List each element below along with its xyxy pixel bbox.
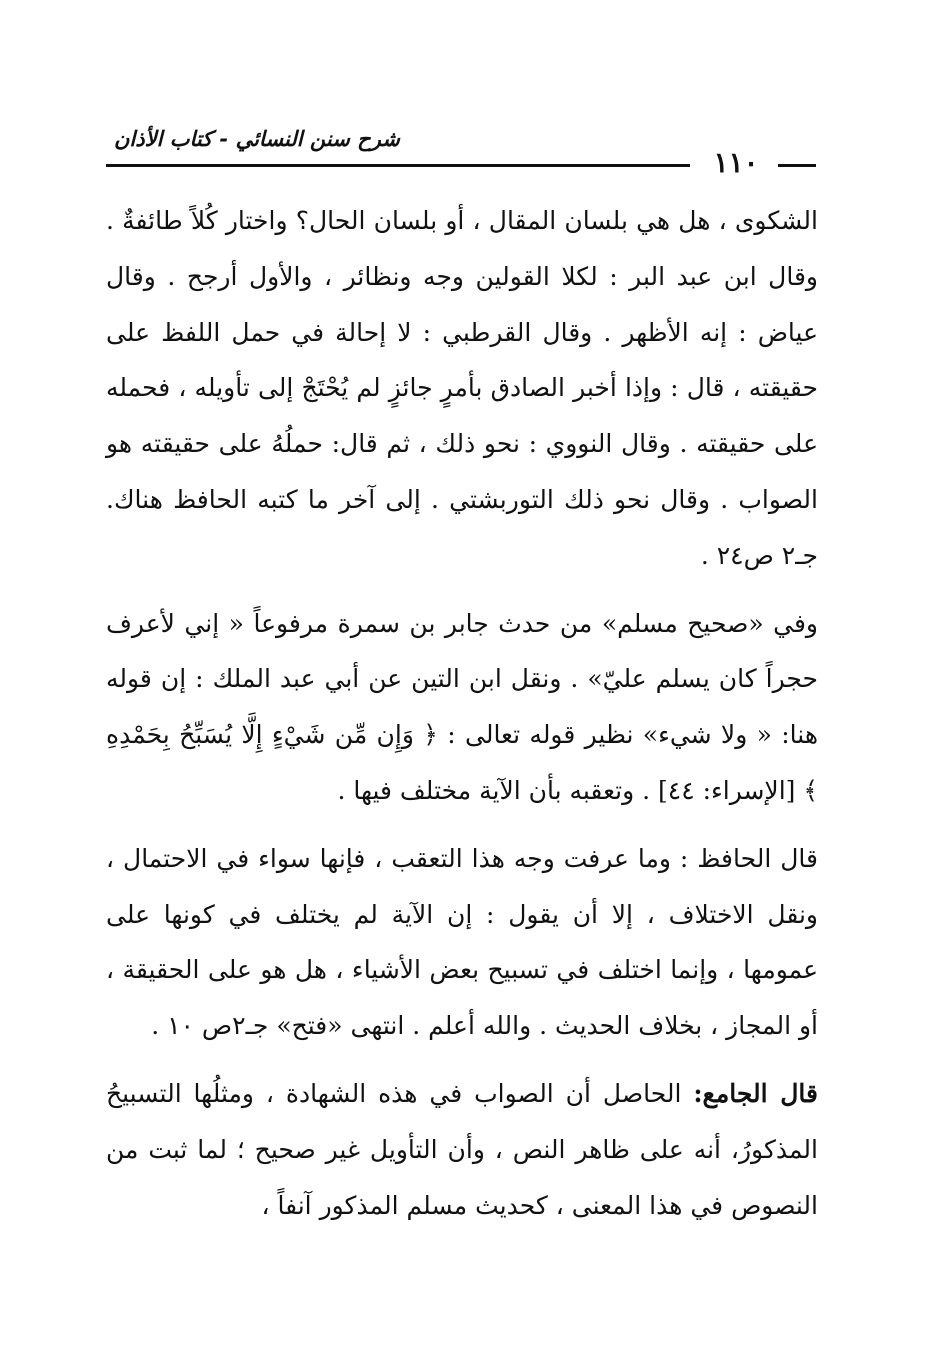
book-title: شرح سنن النسائي - كتاب الأذان: [114, 127, 400, 151]
paragraph-2: وفي «صحيح مسلم» من حدث جابر بن سمرة مرفوعاً « إني لأعرف حجراً كان يسلم عليّ» . ونقل ابن التين عن أبي عبد الملك : إن قوله هنا: « ولا شيء» نظير قوله تعالى : ﴿ وَإِن مِّن شَيْءٍ إِلَّا يُسَبِّحُ بِحَمْدِهِ ﴾ [الإسراء: ٤٤] . وتعقبه بأن الآية مختلف فيها .: [106, 608, 818, 805]
body-text: [106, 193, 818, 1233]
paragraph-3: قال الحافظ : وما عرفت وجه هذا التعقب ، فإنها سواء في الاحتمال ، ونقل الاختلاف ، إلا أن يقول : إن الآية لم يختلف في كونها على عمومها ، وإنما اختلف في تسبيح بعض الأشياء ، هل هو على الحقيقة ، أو المجاز ، بخلاف الحديث . والله أعلم . انتهى «فتح» جـ٢ص ١٠ .: [106, 843, 818, 1041]
paragraph-4-text: الحاصل أن الصواب في هذه الشهادة ، ومثلُها التسبيحُ المذكورُ، أنه على ظاهر النص ، وأن التأويل غير صحيح ؛ لما ثبت من النصوص في هذا المعنى ، كحديث مسلم المذكور آنفاً ،: [106, 1078, 818, 1220]
paragraph-1: الشكوى ، هل هي بلسان المقال ، أو بلسان الحال؟ واختار كُلاً طائفةٌ . وقال ابن عبد البر : لكلا القولين وجه ونظائر ، والأول أرجح . وقال عياض : إنه الأظهر . وقال القرطبي : لا إحالة في حمل اللفظ على حقيقته ، قال : وإذا أخبر الصادق بأمرٍ جائزٍ لم يُحْتَجْ إلى تأويله ، فحمله على حقيقته . وقال النووي : نحو ذلك ، ثم قال: حملُهُ على حقيقته هو الصواب . وقال نحو ذلك التوربشتي . إلى آخر ما كتبه الحافظ هناك. جـ٢ ص٢٤ .: [106, 206, 818, 570]
page-number: ١١٠: [713, 146, 759, 179]
page-number-dash: [778, 164, 816, 167]
paragraph-4: [106, 1066, 818, 1233]
paragraph-lead-term: قال الجامع:: [693, 1078, 818, 1108]
running-header: [106, 118, 816, 178]
header-rule: [106, 164, 690, 167]
